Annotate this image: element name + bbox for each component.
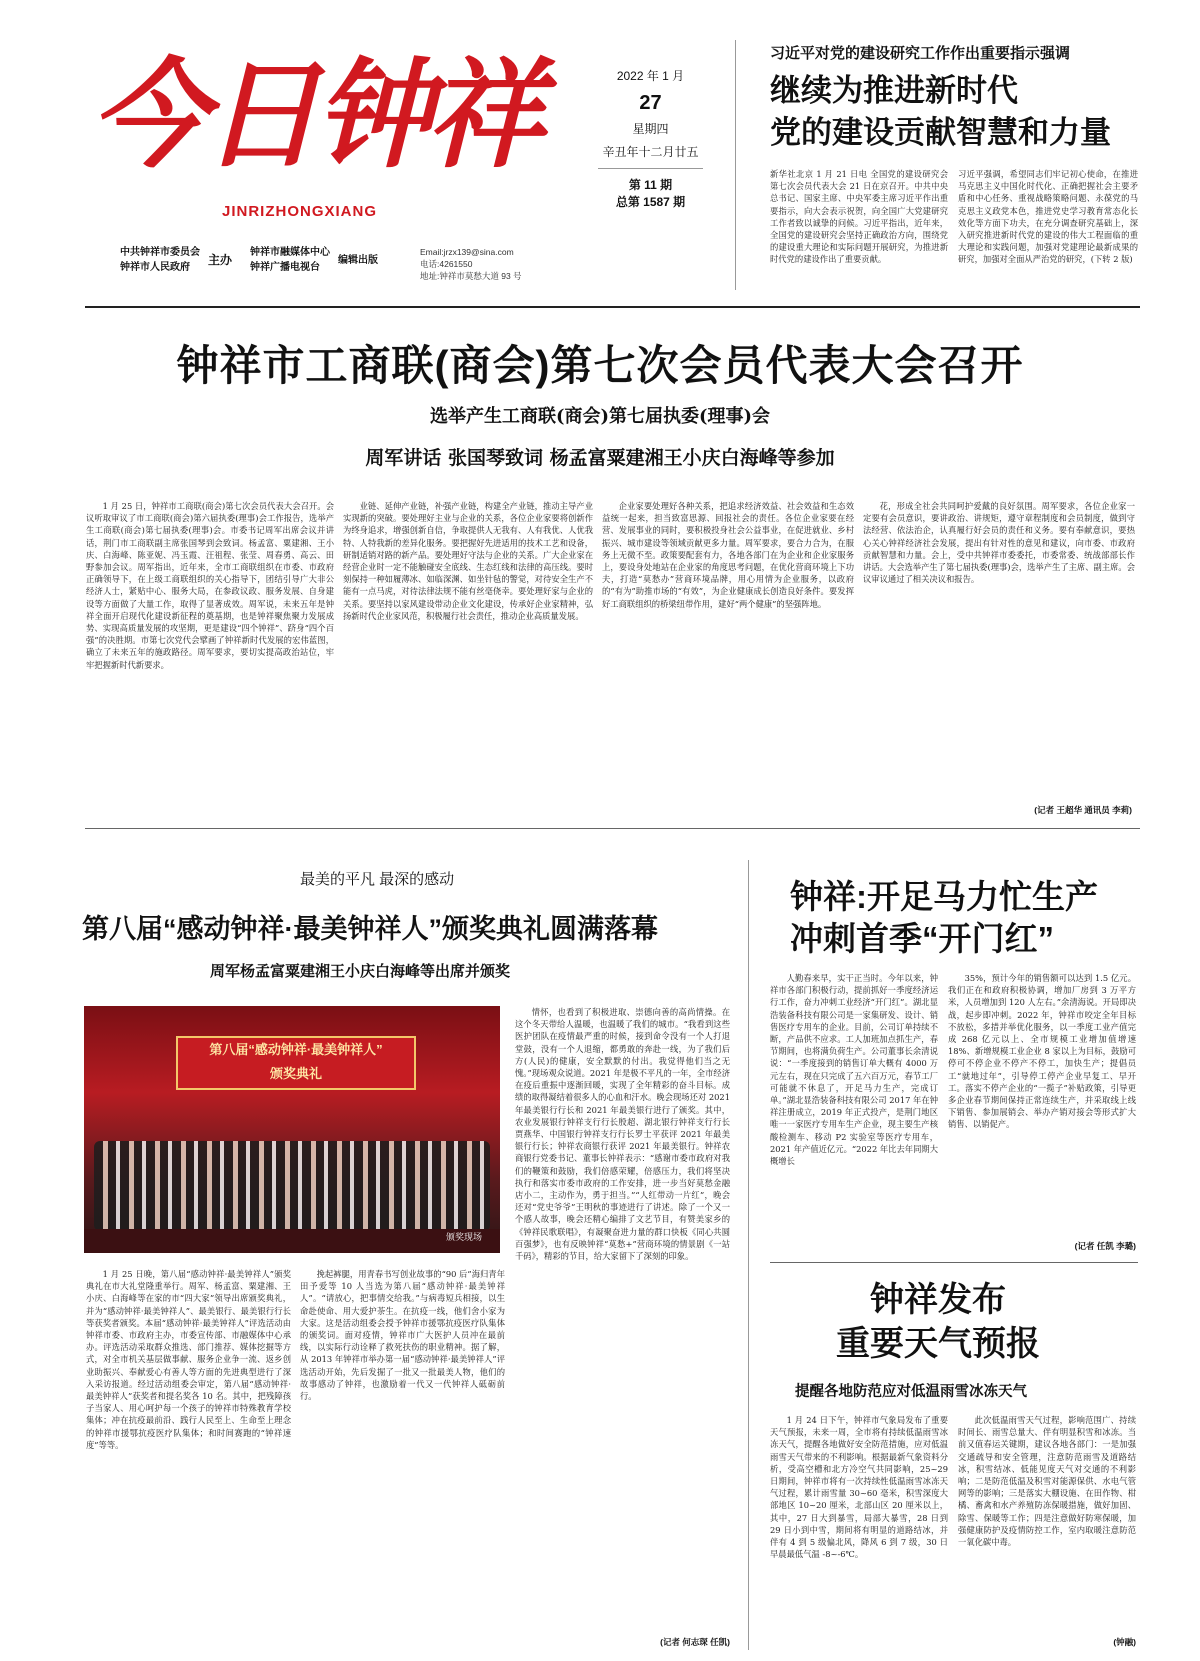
date-day: 27 [639, 91, 662, 114]
weather-headline [836, 1278, 1040, 1366]
production-col2: 35%，预计今年的销售额可以达到 1.5 亿元。我们正在和政府积极协调，增加厂房到 3 万平方米，人员增加到 120 人左右。”余清海说。开局即决战，起步即冲刺。2022 年，钟祥市咬定全年目标不放松，多措并举优化服务，以一季度工业产值完成 268 亿元以上、全市规模工业增加值增速 18%、新增规模工业企业 8 家以上为目标，鼓励可停可不停企业不停产不停工，加快生产；提倡员工“就地过年”，引导停工停产企业早复工、早开工。落实不停产企业的“一揽子”补贴政策，引导更多企业春节期间保持正常连续生产，并采取线上线下销售、参加展销会、举办产销对接会等形式扩大销售、以销促产。 [948, 973, 1136, 1130]
lead-attendees: 周军讲话 张国琴致词 杨孟富粟建湘王小庆白海峰等参加 [365, 447, 835, 469]
issue-number: 第 11 期 [628, 178, 673, 193]
host-party-committee: 中共钟祥市委员会 [120, 247, 200, 258]
awards-kicker: 最美的平凡 最深的感动 [300, 871, 455, 888]
contact-address: 地址:钟祥市莫愁大道 93 号 [420, 271, 522, 281]
contact-info [420, 246, 522, 282]
photo-floor [84, 1229, 500, 1253]
photo-crowd [94, 1141, 490, 1231]
host-media-center: 钟祥市融媒体中心 [250, 247, 331, 258]
weather-col2: 此次低温雨雪天气过程，影响范围广、持续时间长、雨雪总量大、伴有明显积雪和冰冻。当前又值春运关键期，建议各地各部门：一是加强交通疏导和安全管理，注意防范雨雪及道路结冰，积雪结冰、低能见度天气对交通的不利影响；二是防范低温及积雪对能源保供、水电气管网等的影响；三是落实大棚设施、在田作物、柑橘、畜禽和水产养殖防冻保暖措施，做好加固、除雪、保暖等工作；四是注意做好防寒保暖，加强健康防护及疫情防控工作，室内取暖注意防范一氧化碳中毒。 [958, 1415, 1136, 1548]
issue-divider [598, 168, 703, 169]
contact-email: Email:jrzx139@sina.com [420, 247, 514, 257]
awards-headline: 第八届“感动钟祥·最美钟祥人”颁奖典礼圆满落幕 [82, 914, 658, 944]
organizers [120, 245, 378, 275]
contact-phone: 电话:4261550 [420, 259, 473, 269]
masthead-pinyin: JINRIZHONGXIANG [222, 203, 378, 220]
weather-col1: 1 月 24 日下午，钟祥市气象局发布了重要天气预报，未来一周，全市将有持续低温雨雪冰冻天气，提醒各地做好安全防范措施，应对低温雨雪天气带来的不利影响。根据最新气象资料分析，受高空槽和北方冷空气共同影响，25~29 日期间，钟祥市将有一次持续性低温雨雪冰冻天气过程，累计雨雪量 30~60 毫米，积雪深度大部地区 10~20 厘米，北部山区 20 厘米以上，其中，27 日大到暴雪，局部大暴雪，28 日到 29 日小到中雪，期间将有明显的道路结冰，并伴有 4 到 5 级偏北风，降风 6 到 7 级，30 日早晨最低气温 -8~-6℃。 [770, 1415, 948, 1560]
production-headline [790, 876, 1098, 960]
lead-credit: (记者 王超华 通讯员 李莉) [1034, 805, 1132, 815]
masthead-rule [85, 306, 1140, 308]
production-credit: (记者 任凯 李璐) [1074, 1241, 1136, 1251]
section-rule [85, 828, 1140, 829]
weather-headline-line1: 钟祥发布 [870, 1281, 1006, 1319]
top-story-kicker: 习近平对党的建设研究工作作出重要指示强调 [770, 45, 1071, 62]
production-col1: 人勤春来早，实干正当时。今年以来，钟祥市各部门积极行动，提前抓好一季度经济运行工作，奋力冲刺工业经济“开门红”。湖北显浩装备科技有限公司是一家集研发、设计、销售医疗专用车的企业。目前，公司订单持续不断，产品供不应求。工人加班加点抓生产，春节期间，也将满负荷生产。公司董事长余清说说：“一季度接到的销售订单大概有 4000 万元左右，现在只完成了五六百万元，春节工厂可能就不休息了，开足马力生产，完成订单。”湖北显浩装备科技有限公司 2017 年在钟祥注册成立，2019 年正式投产，是荆门地区唯一一家医疗专用车生产企业，现主要生产核酸检测车、移动 P2 实验室等医疗专用车，2021 年产值近亿元。“2022 年比去年同期大概增长 [770, 973, 938, 1167]
masthead-title: 今日钟祥 [90, 45, 539, 184]
right-column-divider [748, 860, 749, 1650]
awards-col2: 挽起裤腿，用青春书写创业故事的“90 后”海归青年田予爱等 10 人当选为第八届“感动钟祥·最美钟祥人”。“请放心，把事情交给我。”与病毒短兵相接，以生命赴使命、用大爱护荼生。在抗疫一线，他们舍小家为大家。这是活动组委会授予钟祥市援鄂抗疫医疗队集体的颁奖词。面对疫情，钟祥市广大医护人员冲在最前线，以实际行动诠释了救死扶伤的职业精神。据了解，从 2013 年钟祥市举办第一届“感动钟祥·最美钟祥人”评选活动开始，先后发掘了一批又一批最美人物，他们的故事感动了钟祥，也激励着一代又一代钟祥人砥砺前行。 [300, 1269, 505, 1402]
top-story-headline-line2: 党的建设贡献智慧和力量 [770, 115, 1111, 150]
weather-headline-line2: 重要天气预报 [836, 1325, 1040, 1363]
publish-label: 编辑出版 [338, 254, 379, 266]
host-government: 钟祥市人民政府 [120, 262, 190, 273]
lead-col4: 花，形成全社会共同呵护爱戴的良好氛围。周军要求，各位企业家一定要有会员意识，要讲政治、讲规矩，遵守章程制度和会员制度，做到守法经营、依法治企，认真履行好会员的责任和义务。要有奉献意识，要热心关心钟祥经济社会发展，提出有针对性的意见和建议，向市委、市政府贡献智慧和力量。会上，受中共钟祥市委委托，市委常委、统战部部长作讲话。大会选举产生了第七届执委(理事)会，选举产生了主席、副主席。会议审议通过了相关决议和报告。 [863, 501, 1135, 585]
production-headline-line1: 钟祥:开足马力忙生产 [790, 878, 1098, 915]
weather-rule [770, 1262, 1138, 1263]
lead-col3: 企业家要处理好各种关系，把追求经济效益、社会效益和生态效益统一起来，担当致富思源、回报社会的责任。各位企业家要在经营、发展事业的同时，要积极投身社会公益事业，在促进就业、乡村振兴、城市建设等领域贡献更多力量。周军要求，要合力合为，在服务上无微不至。政策要配套有力，各地各部门在为企业和企业家服务上，要设身处地站在企业家的角度思考问题，在优化营商环境上下功夫，打造“莫愁办”营商环境品牌，用心用情为企业服务，以政府的“有为”助推市场的“有效”，为企业健康成长创造良好条件。要发挥好工商联组织的桥梁纽带作用，建好“两个健康”的坚强阵地。 [602, 501, 854, 609]
top-story-headline [770, 70, 1111, 154]
top-story-headline-line1: 继续为推进新时代 [770, 73, 1018, 108]
photo-banner-line2: 颁奖典礼 [269, 1066, 322, 1081]
photo-caption: 颁奖现场 [445, 1232, 482, 1242]
weather-subheadline: 提醒各地防范应对低温雨雪冰冻天气 [795, 1383, 1027, 1400]
awards-credit: (记者 何志琛 任凯) [660, 1637, 730, 1647]
issue-info [598, 68, 703, 211]
date-line: 2022 年 1 月 [616, 69, 685, 83]
masthead-divider [735, 40, 736, 290]
top-story-col2: 习近平强调，希望同志们牢记初心使命，在推进马克思主义中国化时代化、正确把握社会主要矛盾和中心任务、重视战略策略问题、永葆党的马克思主义政党本色，推进党史学习教育常态化长效化等方面下功夫，在充分调查研究基础上，深入研究推进新时代党的建设的伟大工程面临的重大理论和实践问题，加强对党建理论最新成果的研究，加强对全面从严治党的研究，(下转 2 版) [958, 169, 1138, 265]
production-headline-line2: 冲刺首季“开门红” [790, 920, 1054, 957]
top-story-col1: 新华社北京 1 月 21 日电 全国党的建设研究会第七次会员代表大会 21 日在京召开。中共中央总书记、国家主席、中央军委主席习近平作出重要指示，向大会表示祝贺，向全国广大党建研究工作者致以诚挚的问候。习近平指出，近年来，全国党的建设研究会坚持正确政治方向，围绕党的建设重大理论和实际问题开展研究，为推进新时代党的建设作出了重要贡献。 [770, 169, 948, 265]
awards-col1: 1 月 25 日晚，第八届“感动钟祥·最美钟祥人”颁奖典礼在市大礼堂隆重举行。周军、杨孟富、粟建湘、王小庆、白海峰等在家的市“四大家”领导出席颁奖典礼，并为“感动钟祥·最美钟祥人”、最美银行、最美银行行长等获奖者颁奖。本届“感动钟祥·最美钟祥人”评选活动由钟祥市委、市政府主办，市委宣传部、市融媒体中心承办。评选活动采取群众推选、部门推荐、媒体挖掘等方式，对全市机关基层做事献、服务企业争一流、返乡创业助振兴、奉献爱心有善人等方面的先进典型进行了深入采访报道。经过活动组委会审定，第八届“感动钟祥·最美钟祥人”获奖者和提名奖各 10 名。其中，把残障孩子当家人、用心呵护每一个孩子的钟祥市特殊教育学校集体；冲在抗疫最前沿、践行人民至上、生命至上理念的钟祥市援鄂抗疫医疗队集体；和时间赛跑的“钟祥速度”等等。 [86, 1269, 291, 1450]
photo-banner-line1: 第八届“感动钟祥·最美钟祥人” [209, 1042, 383, 1057]
weekday: 星期四 [632, 121, 669, 136]
lead-col1: 1 月 25 日，钟祥市工商联(商会)第七次会员代表大会召开。会议听取审议了市工商联(商会)第六届执委(理事)会工作报告，选举产生工商联(商会)第七届执委(理事)会。市委书记周军出席会议并讲话，荆门市工商联副主席张国琴到会致词。杨孟富、粟建湘、王小庆、白海峰、陈亚妮、冯玉霞、汪祖程、张莹、周春勇、高云、田野参加会议。周军指出，近年来，全市工商联组织在市委、市政府正确领导下，在上级工商联组织的关心指导下，团结引导广大非公经济人士，紧贴中心、服务大局，在参政议政、服务发展、自身建设等方面做了大量工作，取得了显著成效。周军说，未来五年是钟祥全面开启现代化建设新征程的奠基期，也是钟祥聚焦聚力发展成势、实现高质量发展的攻坚期，更是建设“四个钟祥”、跻身“四个百强”的决胜期。市第七次党代会擘画了钟祥新时代发展的宏伟蓝图，确立了未来五年的施政路径。周军要求，要切实提高政治站位，牢牢把握新时代新要求。 [86, 501, 334, 670]
lead-subheadline: 选举产生工商联(商会)第七届执委(理事)会 [429, 406, 771, 427]
host-label: 主办 [208, 252, 233, 267]
lead-headline: 钟祥市工商联(商会)第七次会员代表大会召开 [176, 342, 1024, 389]
total-issue-number: 总第 1587 期 [615, 195, 686, 210]
awards-photo [84, 1006, 500, 1253]
weather-credit: (钟融) [1113, 1637, 1136, 1647]
photo-stage-banner [176, 1036, 416, 1090]
host-tv-station: 钟祥广播电视台 [250, 262, 321, 273]
lead-col2: 业链、延伸产业链，补强产业链，构建全产业链，推动主导产业实现新的突破。要处理好主业与企业的关系，各位企业家要将创新作为终身追求，增强创新自信，争取提供人无我有、人有我优、人优我特、人特我新的差异化服务。要把握好先进适用的技术工艺和设备，研制适销对路的新产品。要处理好守法与企业的关系。广大企业家在经营企业时一定不能触碰安全底线、生态红线和法律的高压线。要时刻保持一种如履薄冰、如临深渊、如坐针毡的警觉，对待安全生产不能有一点马虎，对待法律法规不能有丝毫侥幸。要处理好家与企业的关系。要坚持以家风建设带动企业文化建设，传承好企业家精神，弘扬新时代企业家风范，积极履行社会责任，推动企业高质量发展。 [343, 501, 593, 621]
lunar-date: 辛丑年十二月廿五 [602, 144, 699, 159]
awards-col3: 情怀，也看到了积极进取、崇德向善的高尚情操。在这个冬天带给人温暖，也温暖了我们的城市。“我看到这些医护团队在疫情最严重的时候，接到命令没有一个人打退堂鼓，没有一个人退缩，都勇敢的奔赴一线，为了我们后方(人民)的健康，安全默默的付出。我觉得他们当之无愧。”现场观众说道。2021 年是极不平凡的一年，全市经济在疫后重振中逐渐回暖，实现了全年精彩的奋斗目标。成绩的取得凝结着很多人的心血和汗水。晚会现场还对 2021 年最美银行行长和 2021 年最美银行进行了颁奖。其中，农业发展银行钟祥支行行长殷超、湖北银行钟祥支行行长贾燕华、中国银行钟祥支行行长罗士平获评 2021 年最美银行行长；钟祥农商银行获评 2021 年最美银行。钟祥农商银行党委书记、董事长钟祥表示：“感谢市委市政府对我们的鞭策和鼓励，我们倍感荣耀，倍感压力，我们将坚决执行和落实市委市政府的工作安排，进一步当好莫愁金融店小二，主动作为，勇于担当。”“人红带动一片红”，晚会还对“党史爷爷”王明秋的事迹进行了讲述。除了一个又一个感人故事，晚会还精心编排了文艺节目，有赞美家乡的《钟祥民歌联唱》，有凝聚奋进力量的群口快板《同心共圆百强梦》，也有反映钟祥“莫愁+”营商环境的情景剧《一站千码》，精彩的节目，给大家留下了深刻的印象。 [515, 1007, 730, 1262]
awards-subheadline: 周军杨孟富粟建湘王小庆白海峰等出席并颁奖 [210, 962, 511, 980]
